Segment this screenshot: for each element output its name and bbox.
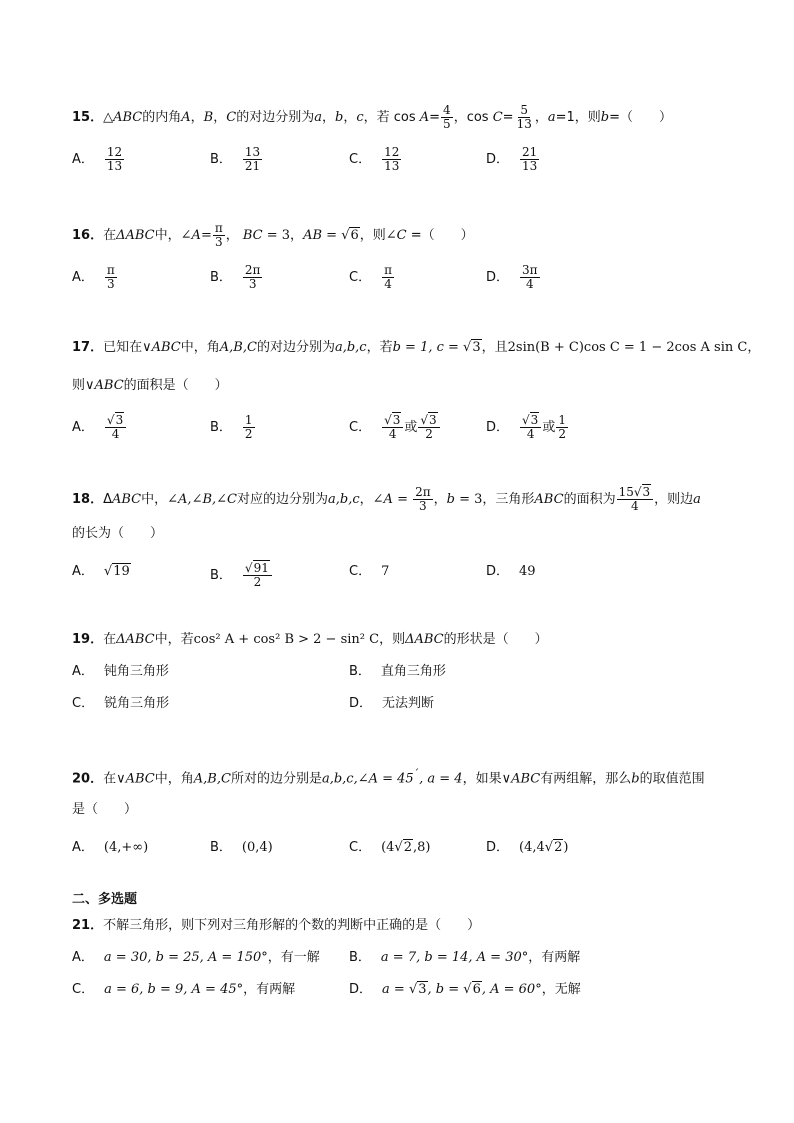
option-a: A． $\frac{12}{13}$ <box>72 145 123 173</box>
option-a: A． $\frac{√3}{4}$ <box>72 414 127 441</box>
option-c: C． 锐角三角形 <box>72 696 170 711</box>
option-a: A． √19 <box>72 564 130 579</box>
option-b: B． $\frac{1}{2}$ <box>210 413 253 441</box>
option-d: D． a = √3, b = √6, A = 60°，无解 <box>349 982 581 997</box>
option-d: D． 49 <box>486 564 536 579</box>
option-d: D． $\frac{3\pi}{4}$ <box>486 263 538 291</box>
option-b: B． $\frac{13}{21}$ <box>210 145 261 173</box>
option-d: D． $\frac{21}{13}$ <box>486 145 538 173</box>
option-a: A． (4,+∞) <box>72 840 149 855</box>
option-d: D． $\frac{√3}{4}$ 或 $\frac{1}{2}$ <box>486 413 566 441</box>
option-d: D． (4,4√2) <box>486 840 569 855</box>
fraction: $\frac{4}{5}$ <box>443 103 451 131</box>
square-root: √6 <box>341 228 359 243</box>
option-b: B． $\frac{2\pi}{3}$ <box>210 263 261 291</box>
option-c: C． 7 <box>349 564 390 579</box>
option-c: C． (4√2,8) <box>349 840 431 855</box>
fraction: $\frac{5}{13}$ <box>516 103 532 131</box>
option-b: B． $\frac{√91}{2}$ <box>210 562 273 589</box>
option-b: B． (0,4) <box>210 840 273 855</box>
option-a: A． 钝角三角形 <box>72 664 169 679</box>
option-c: C． $\frac{√3}{4}$ 或 $\frac{√3}{2}$ <box>349 414 441 441</box>
option-d: D． 无法判断 <box>349 696 435 711</box>
option-b: B． 直角三角形 <box>349 664 446 679</box>
question-number: 15． <box>72 110 104 125</box>
option-c: C． a = 6, b = 9, A = 45°，有两解 <box>72 982 296 997</box>
option-b: B． a = 7, b = 14, A = 30°，有两解 <box>349 950 581 965</box>
section-title: 二、多选题 <box>72 892 138 907</box>
option-a: A． $\frac{\pi}{3}$ <box>72 263 115 291</box>
option-a: A． a = 30, b = 25, A = 150°，有一解 <box>72 950 320 965</box>
option-c: C． $\frac{\pi}{4}$ <box>349 263 392 291</box>
option-c: C． $\frac{12}{13}$ <box>349 145 400 173</box>
